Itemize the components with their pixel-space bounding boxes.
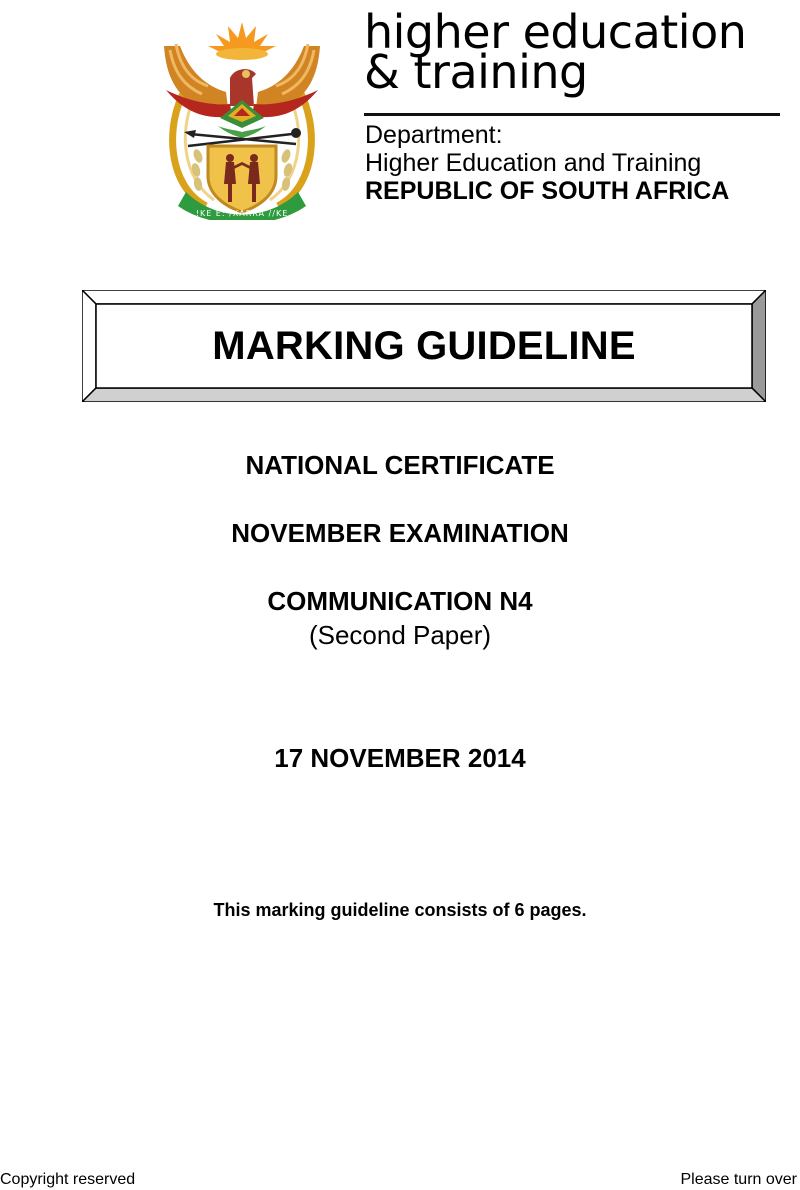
exam-date: 17 NOVEMBER 2014 <box>274 743 526 773</box>
certificate-heading: NATIONAL CERTIFICATE <box>245 450 555 480</box>
paper-label: (Second Paper) <box>308 620 492 650</box>
subject-heading: COMMUNICATION N4 <box>267 586 533 616</box>
department-name: Higher Education and Training <box>365 149 702 177</box>
document-title: MARKING GUIDELINE <box>212 323 636 368</box>
footer-turn-over: Please turn over <box>680 1171 797 1188</box>
page-count-note: This marking guideline consists of 6 pages. <box>213 900 587 920</box>
brand-line-1: higher education <box>364 5 747 59</box>
coat-of-arms-icon <box>156 16 328 220</box>
brand-divider <box>364 113 780 116</box>
svg-text:!KE E: /XARRA //KE: !KE E: /XARRA //KE <box>195 209 289 218</box>
footer-copyright: Copyright reserved <box>0 1171 136 1188</box>
department-country: REPUBLIC OF SOUTH AFRICA <box>365 177 730 205</box>
brand-line-2: & training <box>364 45 588 99</box>
exam-heading: NOVEMBER EXAMINATION <box>231 518 569 548</box>
department-label: Department: <box>365 121 503 149</box>
